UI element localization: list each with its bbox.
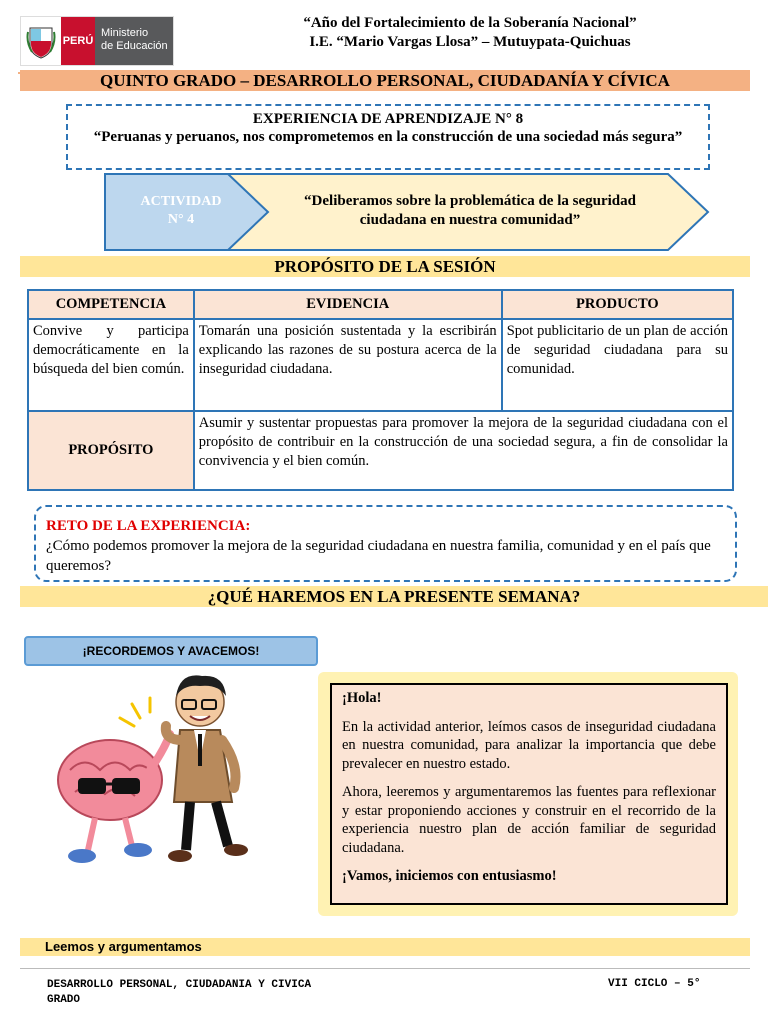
activity-label <box>106 193 256 229</box>
ministry-line-1: Ministerio <box>101 27 149 39</box>
week-title: ¿QUÉ HAREMOS EN LA PRESENTE SEMANA? <box>20 586 768 607</box>
ministry-label <box>95 17 173 65</box>
message-paragraph-1: En la actividad anterior, leímos casos de inseguridad ciudadana en nuestra comunidad, para analizar la importancia que debe prevalecer en nuestro estado. <box>342 718 716 772</box>
purpose-table <box>27 289 734 491</box>
table-header-row <box>28 290 733 319</box>
purpose-section-title: PROPÓSITO DE LA SESIÓN <box>20 256 750 277</box>
challenge-title: RETO DE LA EXPERIENCIA: <box>46 518 251 534</box>
header-evidencia: EVIDENCIA <box>194 290 502 319</box>
activity-label-line-1: ACTIVIDAD <box>140 194 222 209</box>
ministry-line-2: de Educación <box>101 40 168 52</box>
cartoon-teacher-high-fiving-brain-icon <box>40 670 300 880</box>
ministry-logo <box>20 16 174 66</box>
coat-of-arms-icon <box>21 17 61 65</box>
footer-cycle: VII CICLO – 5° <box>608 978 701 990</box>
year-motto: “Año del Fortalecimiento de la Soberanía Nacional” <box>303 15 637 31</box>
footer-left <box>47 978 311 1008</box>
activity-title: “Deliberamos sobre la problemática de la seguridad ciudadana en nuestra comunidad” <box>304 193 636 228</box>
remember-button[interactable]: ¡RECORDEMOS Y AVACEMOS! <box>24 636 318 666</box>
experience-box <box>66 104 710 170</box>
footer-course: DESARROLLO PERSONAL, CIUDADANIA Y CIVICA <box>47 979 312 991</box>
header-competencia: COMPETENCIA <box>28 290 194 319</box>
experience-title: EXPERIENCIA DE APRENDIZAJE N° 8 <box>252 111 524 127</box>
message-box <box>330 683 728 905</box>
footer-divider <box>20 968 750 969</box>
cell-competencia: Convive y participa democráticamente en la búsqueda del bien común. <box>28 319 194 411</box>
read-section-title: Leemos y argumentamos <box>45 939 202 954</box>
activity-label-line-2: N° 4 <box>167 212 195 227</box>
footer-grade: GRADO <box>47 994 81 1006</box>
purpose-text: Asumir y sustentar propuestas para promover la mejora de la seguridad ciudadana con el propósito de contribuir en la construcción de una sociedad segura, a fin de consolidar la convivencia y el bien común. <box>194 411 733 490</box>
purpose-row <box>28 411 733 490</box>
challenge-box <box>34 505 737 582</box>
experience-subtitle: “Peruanas y peruanos, nos comprometemos en la construcción de una sociedad más segura” <box>93 129 683 145</box>
table-row <box>28 319 733 411</box>
peru-label: PERÚ <box>61 17 95 65</box>
cell-producto: Spot publicitario de un plan de acción de seguridad ciudadana para su comunidad. <box>502 319 733 411</box>
message-closing: ¡Vamos, iniciemos con entusiasmo! <box>342 868 557 884</box>
read-section-band <box>20 938 750 956</box>
school-name: I.E. “Mario Vargas Llosa” – Mutuypata-Quichuas <box>309 34 631 50</box>
header-producto: PRODUCTO <box>502 290 733 319</box>
message-greeting: ¡Hola! <box>342 690 382 706</box>
purpose-label: PROPÓSITO <box>28 411 194 490</box>
challenge-text: ¿Cómo podemos promover la mejora de la seguridad ciudadana en nuestra familia, comunidad y en el país que queremos? <box>46 538 711 574</box>
grade-title: QUINTO GRADO – DESARROLLO PERSONAL, CIUDADANÍA Y CÍVICA <box>20 70 750 91</box>
message-paragraph-2: Ahora, leeremos y argumentaremos las fuentes para reflexionar y estar proponiendo acciones y construir en el recorrido de la experiencia nuestro plan de acción familiar de seguridad ciudadana. <box>342 784 716 856</box>
cell-evidencia: Tomarán una posición sustentada y la escribirán explicando las razones de su postura acerca de la inseguridad ciudadana. <box>194 319 502 411</box>
